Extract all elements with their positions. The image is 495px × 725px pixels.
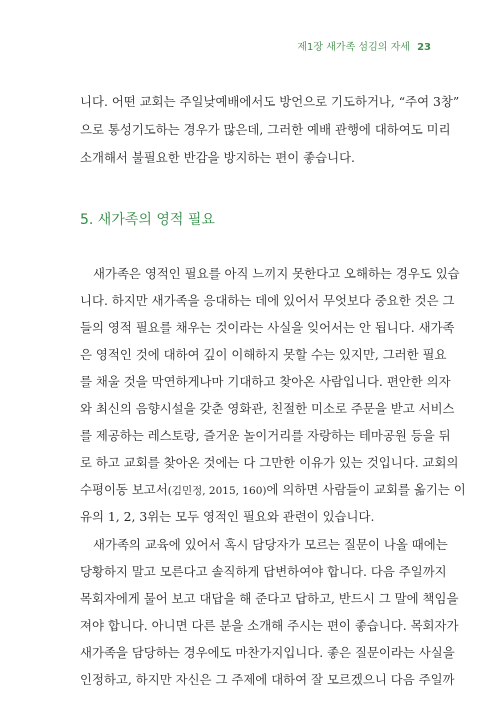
body-line: 유의 1, 2, 3위는 모두 영적인 필요와 관련이 있습니다. (80, 509, 375, 524)
body-line: 목회자에게 물어 보고 대답을 해 준다고 답하고, 반드시 그 말에 책임을 (80, 591, 459, 606)
running-header (297, 38, 431, 53)
body-line: 들의 영적 필요를 채우는 것이라는 사실을 잊어서는 안 됩니다. 새가족 (80, 320, 455, 335)
body-line: 니다. 어떤 교회는 주일낮예배에서도 방언으로 기도하거나, “주여 3창” (80, 94, 460, 109)
body-line: 를 제공하는 레스토랑, 즐거운 놀이거리를 자랑하는 테마공원 등을 뒤 (80, 428, 451, 443)
page-number: 23 (417, 42, 431, 53)
body-line: 져야 합니다. 아니면 다른 분을 소개해 주시는 편이 좋습니다. 목회자가 (80, 618, 459, 633)
body-line: 니다. 하지만 새가족을 응대하는 데에 있어서 무엇보다 중요한 것은 그 (80, 293, 455, 308)
citation-line (80, 481, 466, 500)
body-line: 새가족을 담당하는 경우에도 마찬가지입니다. 좋은 질문이라는 사실을 (80, 645, 455, 660)
body-line: 로 하고 교회를 찾아온 것에는 다 그만한 이유가 있는 것입니다. 교회의 (80, 455, 459, 470)
body-line: 를 채울 것을 막연하게나마 기대하고 찾아온 사람입니다. 편안한 의자 (80, 374, 451, 389)
citation-reference: (김민정, 2015, 160) (167, 485, 267, 497)
body-line: 은 영적인 것에 대하여 깊이 이해하지 못할 수는 있지만, 그러한 필요 (80, 347, 447, 362)
body-line: 인정하고, 하지만 자신은 그 주제에 대하여 잘 모르겠으니 다음 주일까 (80, 672, 455, 687)
body-line: 와 최신의 음향시설을 갖춘 영화관, 친절한 미소로 주문을 받고 서비스 (80, 401, 455, 416)
body-line: 당황하지 말고 모른다고 솔직하게 답변하여야 합니다. 다음 주일까지 (80, 564, 447, 579)
citation-line-after: 에 의하면 사람들이 교회를 옮기는 이 (266, 482, 466, 497)
body-line: 소개해서 불필요한 반감을 방지하는 편이 좋습니다. (80, 150, 355, 165)
body-line: 새가족의 교육에 있어서 혹시 담당자가 모르는 질문이 나올 때에는 (93, 537, 448, 552)
section-heading: 5. 새가족의 영적 필요 (80, 212, 215, 228)
body-line: 새가족은 영적인 필요를 아직 느끼지 못한다고 오해하는 경우도 있습 (93, 266, 460, 281)
citation-line-before: 수평이동 보고서 (80, 482, 168, 497)
body-line: 으로 통성기도하는 경우가 많은데, 그러한 예배 관행에 대하여도 미리 (80, 122, 451, 137)
running-title: 제1장 새가족 섬김의 자세 (297, 42, 410, 53)
